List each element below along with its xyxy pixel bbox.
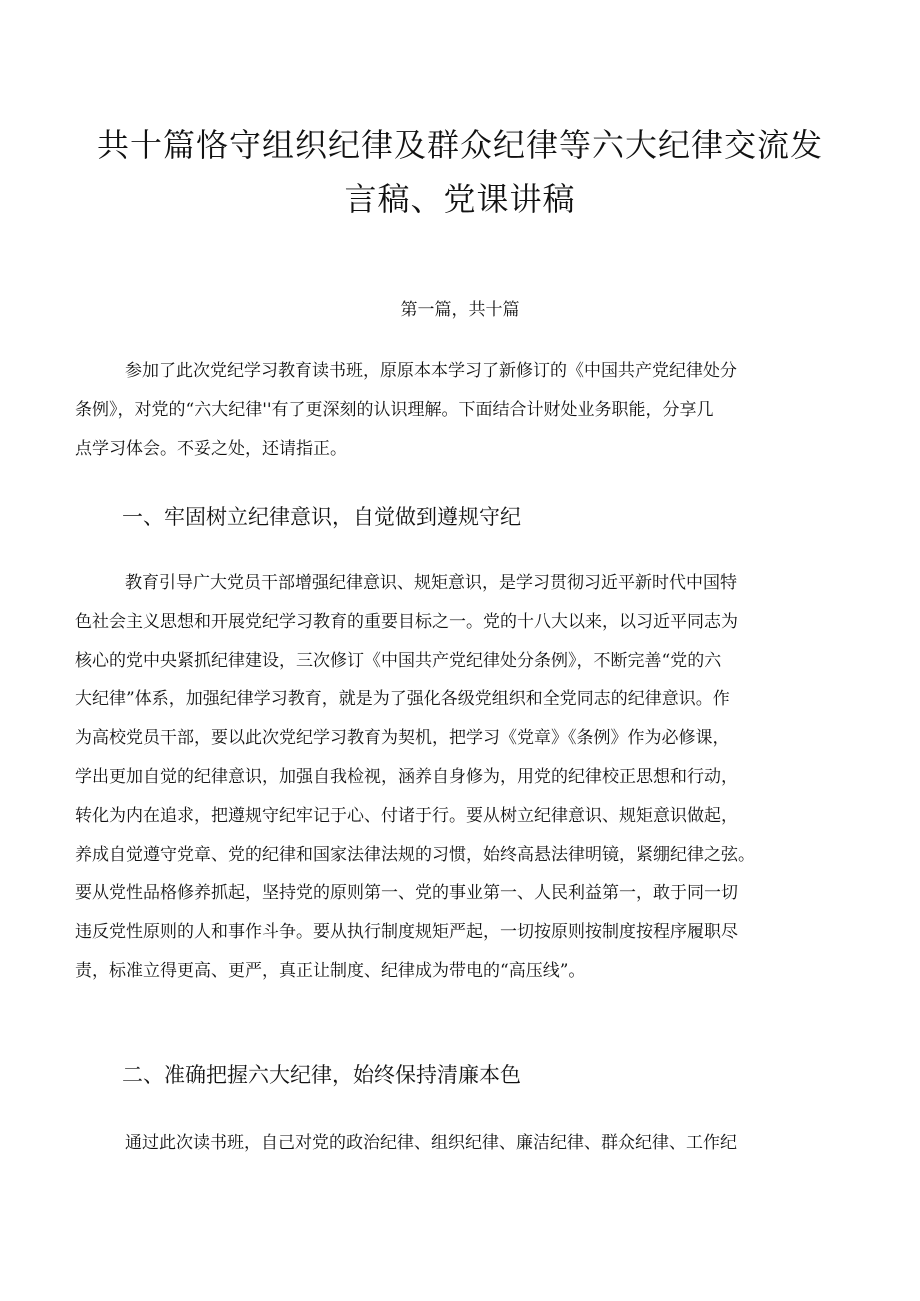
section-1-heading: 一、牢固树立纪律意识，自觉做到遵规守纪 xyxy=(122,505,521,529)
document-subtitle: 第一篇，共十篇 xyxy=(400,300,520,320)
section-2-heading: 二、准确把握六大纪律，始终保持清廉本色 xyxy=(122,1063,521,1087)
intro-paragraph xyxy=(75,352,855,468)
intro-line: 参加了此次党纪学习教育读书班，原原本本学习了新修订的《中国共产党纪律处分 xyxy=(125,361,737,381)
section-1-line: 责，标准立得更高、更严，真正让制度、纪律成为带电的“高压线”。 xyxy=(75,960,586,981)
section-1-line: 核心的党中央紧抓纪律建设，三次修订《中国共产党纪律处分条例》，不断完善“党的六 xyxy=(75,650,722,671)
section-1-paragraph xyxy=(75,564,855,991)
document-title xyxy=(60,118,860,226)
section-1-line: 转化为内在追求，把遵规守纪牢记于心、付诸于行。要从树立纪律意识、规矩意识做起， xyxy=(75,805,738,826)
section-1-line: 养成自觉遵守党章、党的纪律和国家法律法规的习惯，始终高悬法律明镜，紧绷纪律之弦。 xyxy=(75,844,755,865)
section-1-line: 教育引导广大党员干部增强纪律意识、规矩意识，是学习贯彻习近平新时代中国特 xyxy=(125,573,737,593)
title-line-2: 言稿、党课讲稿 xyxy=(344,180,576,218)
title-line-1: 共十篇恪守组织纪律及群众纪律等六大纪律交流发 xyxy=(96,126,823,164)
section-1-line: 学出更加自觉的纪律意识，加强自我检视，涵养自身修为，用党的纪律校正思想和行动， xyxy=(75,766,738,787)
section-1-line: 要从党性品格修养抓起，坚持党的原则第一、党的事业第一、人民利益第一，敢于同一切 xyxy=(75,883,738,904)
section-1-line: 违反党性原则的人和事作斗争。要从执行制度规矩严起，一切按原则按制度按程序履职尽 xyxy=(75,922,738,943)
section-2-paragraph xyxy=(75,1124,855,1163)
section-1-line: 色社会主义思想和开展党纪学习教育的重要目标之一。党的十八大以来，以习近平同志为 xyxy=(75,611,738,632)
intro-line: 条例》，对党的“六大纪律''有了更深刻的认识理解。下面结合计财处业务职能，分享几 xyxy=(75,399,714,420)
section-1-line: 为高校党员干部，要以此次党纪学习教育为契机，把学习《党章》《条例》作为必修课， xyxy=(75,728,730,749)
section-1-line: 大纪律”体系，加强纪律学习教育，就是为了强化各级党组织和全党同志的纪律意识。作 xyxy=(75,689,730,710)
intro-line: 点学习体会。不妥之处，还请指正。 xyxy=(75,438,347,459)
section-2-line: 通过此次读书班，自己对党的政治纪律、组织纪律、廉洁纪律、群众纪律、工作纪 xyxy=(125,1133,737,1153)
